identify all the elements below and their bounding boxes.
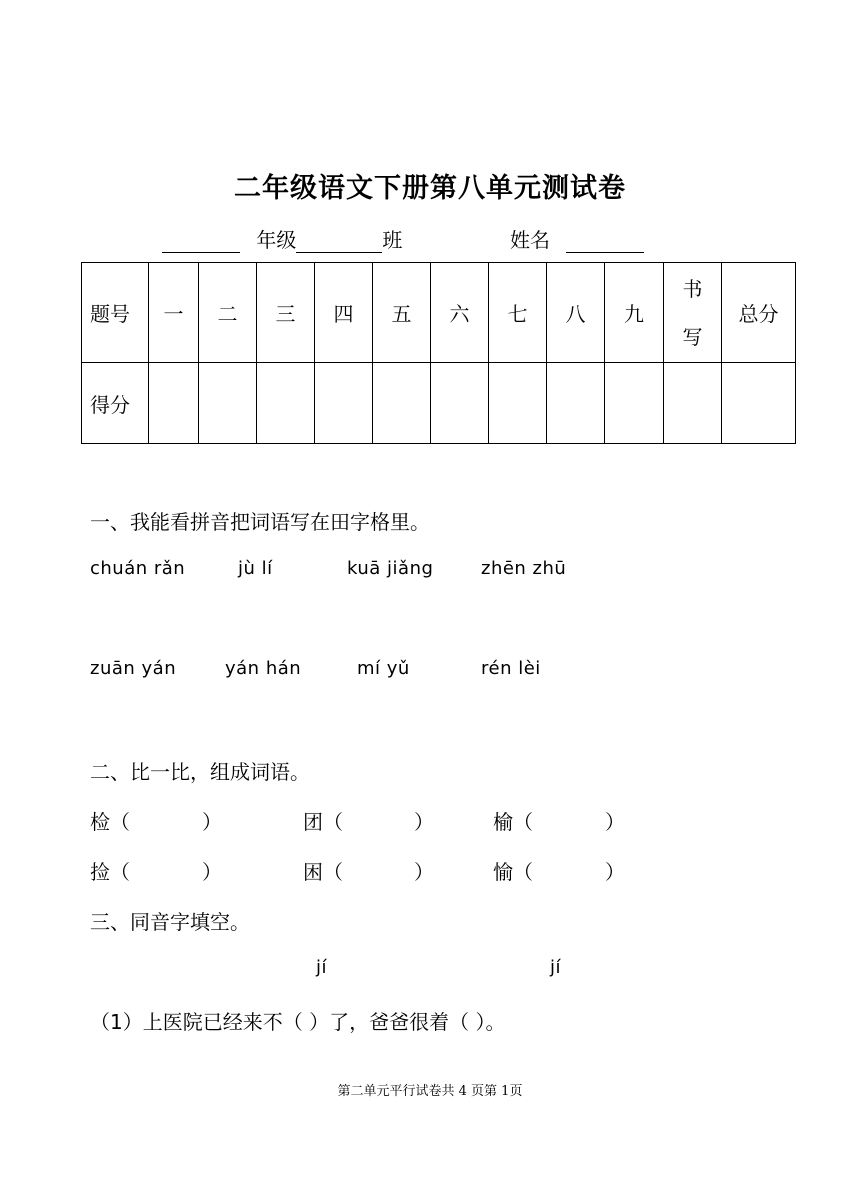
grade-blank[interactable]: [162, 230, 240, 253]
score-cell[interactable]: [199, 363, 257, 444]
score-cell[interactable]: [489, 363, 547, 444]
score-cell[interactable]: [257, 363, 315, 444]
compare-item: 困（: [303, 860, 343, 884]
section2-heading: 二、比一比，组成词语。: [90, 760, 310, 784]
pinyin-word: kuā jiǎng: [347, 558, 434, 579]
compare-item: 捡（: [90, 860, 130, 884]
name-line: [510, 224, 644, 253]
pinyin-word: mí yǔ: [357, 658, 410, 679]
compare-close: ）: [202, 810, 222, 834]
score-cell[interactable]: [149, 363, 199, 444]
pinyin-hint-2: jí: [550, 957, 562, 978]
compare-close: ）: [202, 860, 222, 884]
compare-close: ）: [414, 860, 434, 884]
page-footer: 第二单元平行试卷共 4 页第 1页: [337, 1084, 523, 1099]
name-label: 姓名: [510, 228, 550, 252]
col-3: 三: [257, 263, 315, 363]
col-9: 九: [605, 263, 664, 363]
score-cell[interactable]: [664, 363, 722, 444]
fill-sentence: （1）上医院已经来不（ ）了，爸爸很着（ ）。: [90, 1010, 506, 1034]
pinyin-word: rén lèi: [481, 658, 541, 679]
page-title: 二年级语文下册第八单元测试卷: [234, 173, 626, 204]
compare-item: 愉（: [493, 860, 533, 884]
writing-char-2: 写: [682, 324, 703, 349]
score-cell[interactable]: [722, 363, 796, 444]
score-cell[interactable]: [431, 363, 489, 444]
class-label: 班: [382, 228, 403, 252]
header-row: [82, 263, 796, 363]
pinyin-word: zuān yán: [90, 658, 177, 679]
info-line: [162, 224, 402, 253]
pinyin-hint-1: jí: [316, 957, 328, 978]
writing-char-1: 书: [682, 276, 703, 301]
compare-item: 检（: [90, 810, 130, 834]
pinyin-word: zhēn zhū: [481, 558, 567, 579]
pinyin-word: yán hán: [225, 658, 302, 679]
col-6: 六: [431, 263, 489, 363]
class-blank[interactable]: [296, 230, 382, 253]
score-cell[interactable]: [373, 363, 431, 444]
col-total: 总分: [722, 263, 796, 363]
col-8: 八: [547, 263, 605, 363]
section3-heading: 三、同音字填空。: [90, 910, 250, 934]
col-5: 五: [373, 263, 431, 363]
col-7: 七: [489, 263, 547, 363]
score-cell[interactable]: [547, 363, 605, 444]
score-label: 得分: [82, 363, 149, 444]
col-1: 一: [149, 263, 199, 363]
compare-item: 榆（: [493, 810, 533, 834]
col-2: 二: [199, 263, 257, 363]
score-cell[interactable]: [605, 363, 664, 444]
section1-heading: 一、我能看拼音把词语写在田字格里。: [90, 510, 430, 534]
compare-item: 团（: [303, 810, 343, 834]
compare-close: ）: [414, 810, 434, 834]
score-table: [81, 262, 796, 444]
compare-close: ）: [605, 860, 625, 884]
header-label: 题号: [82, 263, 149, 363]
score-row: [82, 363, 796, 444]
compare-close: ）: [605, 810, 625, 834]
name-blank[interactable]: [566, 230, 644, 253]
score-cell[interactable]: [315, 363, 373, 444]
pinyin-word: chuán rǎn: [90, 558, 186, 579]
col-4: 四: [315, 263, 373, 363]
col-writing: [664, 263, 722, 363]
pinyin-word: jù lí: [238, 558, 273, 579]
grade-label: 年级: [256, 228, 297, 252]
